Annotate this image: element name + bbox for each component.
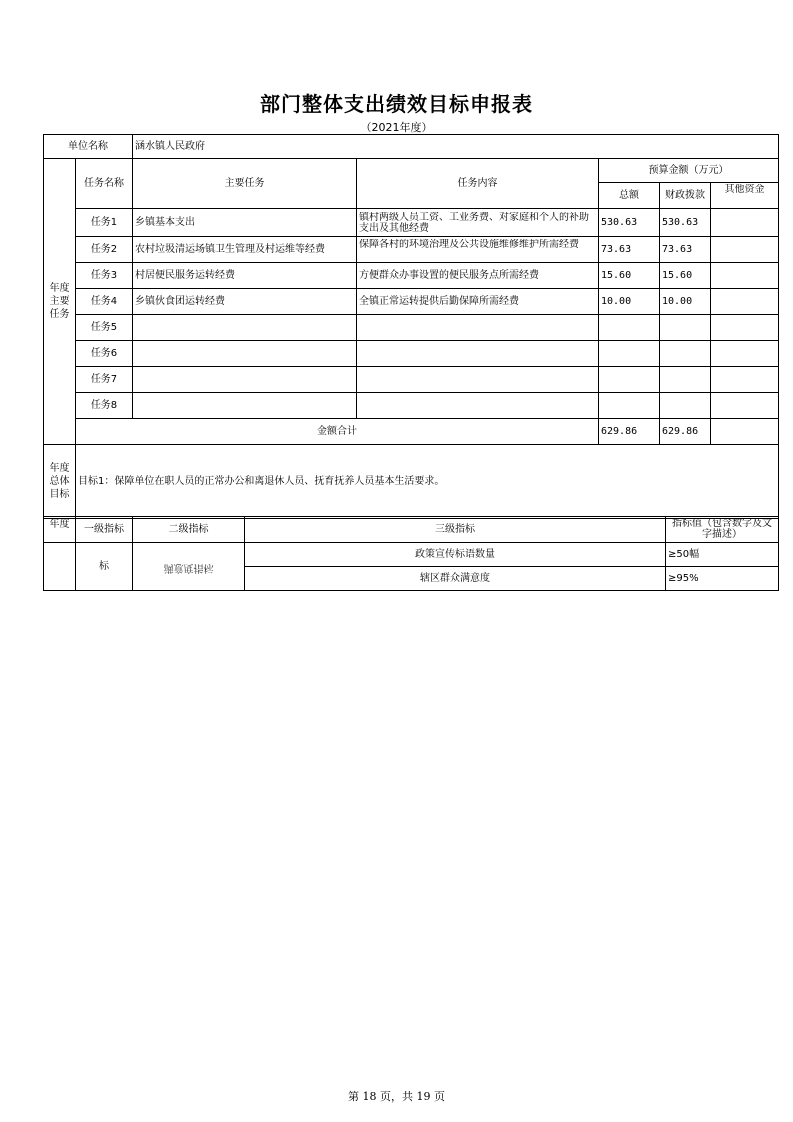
page-footer: 第 18 页，共 19 页 <box>348 1090 445 1103</box>
task-content: 镇村两级人员工资、工业务费、对家庭和个人的补助支出及其他经费 <box>357 209 599 237</box>
col-level1: 一级指标 <box>76 517 133 543</box>
col-level2: 二级指标 <box>133 517 245 543</box>
task-other <box>711 209 779 237</box>
page-year: （2021年度） <box>360 121 433 134</box>
level1-value: 标 <box>76 543 133 591</box>
task-content <box>357 367 599 393</box>
task-name: 任务7 <box>76 367 133 393</box>
task-main <box>133 315 357 341</box>
indicator-side-cell <box>44 543 76 591</box>
task-name: 任务4 <box>76 289 133 315</box>
task-name: 任务1 <box>76 209 133 237</box>
indicators-table <box>43 516 779 591</box>
col-indicator-value: 指标值（包含数字及文字描述） <box>666 517 779 543</box>
level3-value: 政策宣传标语数量 <box>245 543 666 567</box>
task-main: 乡镇伙食团运转经费 <box>133 289 357 315</box>
task-name: 任务2 <box>76 237 133 263</box>
task-fiscal: 73.63 <box>660 237 711 263</box>
task-content: 保障各村的环境治理及公共设施维修维护所需经费 <box>357 237 599 263</box>
task-name: 任务5 <box>76 315 133 341</box>
table-row <box>44 237 779 263</box>
table-row <box>44 393 779 419</box>
task-main <box>133 341 357 367</box>
task-name: 任务8 <box>76 393 133 419</box>
task-fiscal <box>660 393 711 419</box>
col-task-content: 任务内容 <box>357 159 599 209</box>
goal-side-label: 年度总体目标 <box>44 445 76 519</box>
col-total: 总额 <box>599 183 660 209</box>
indicator-side-label: 年度 <box>44 517 76 543</box>
task-total <box>599 367 660 393</box>
unit-name-value: 涵水镇人民政府 <box>133 135 779 159</box>
task-other <box>711 367 779 393</box>
unit-name-label: 单位名称 <box>44 135 133 159</box>
sum-row <box>44 419 779 445</box>
table-row <box>44 289 779 315</box>
tasks-table <box>43 134 779 519</box>
table-row <box>44 367 779 393</box>
task-name: 任务6 <box>76 341 133 367</box>
task-other <box>711 263 779 289</box>
task-other <box>711 315 779 341</box>
col-level3: 三级指标 <box>245 517 666 543</box>
task-other <box>711 341 779 367</box>
task-main <box>133 367 357 393</box>
task-main: 农村垃圾清运场镇卫生管理及村运维等经费 <box>133 237 357 263</box>
table-row <box>44 341 779 367</box>
indicator-value: ≥50幅 <box>666 543 779 567</box>
col-main-task: 主要任务 <box>133 159 357 209</box>
task-fiscal <box>660 341 711 367</box>
task-other <box>711 289 779 315</box>
task-total: 73.63 <box>599 237 660 263</box>
level3-value: 辖区群众满意度 <box>245 567 666 591</box>
task-content: 方便群众办事设置的便民服务点所需经费 <box>357 263 599 289</box>
task-content: 全镇正常运转提供后勤保障所需经费 <box>357 289 599 315</box>
task-name: 任务3 <box>76 263 133 289</box>
task-fiscal: 10.00 <box>660 289 711 315</box>
table-row <box>44 315 779 341</box>
page-title: 部门整体支出绩效目标申报表 <box>260 92 533 116</box>
task-fiscal <box>660 315 711 341</box>
level2-value: 满意度指标 <box>133 543 245 591</box>
col-other: 其他资金 <box>711 183 779 209</box>
indicator-value: ≥95% <box>666 567 779 591</box>
task-fiscal <box>660 367 711 393</box>
task-total <box>599 315 660 341</box>
tasks-side-label: 年度主要任务 <box>44 159 76 445</box>
task-main: 村居便民服务运转经费 <box>133 263 357 289</box>
task-content <box>357 315 599 341</box>
table-row <box>44 263 779 289</box>
table-row <box>44 209 779 237</box>
sum-other <box>711 419 779 445</box>
sum-total: 629.86 <box>599 419 660 445</box>
goal-text: 目标1：保障单位在职人员的正常办公和离退休人员、抚育抚养人员基本生活要求。 <box>76 445 779 519</box>
task-total: 15.60 <box>599 263 660 289</box>
task-main: 乡镇基本支出 <box>133 209 357 237</box>
task-content <box>357 341 599 367</box>
table-row <box>44 543 779 567</box>
col-budget: 预算金额（万元） <box>599 159 779 183</box>
col-task-name: 任务名称 <box>76 159 133 209</box>
task-other <box>711 237 779 263</box>
col-fiscal: 财政拨款 <box>660 183 711 209</box>
task-main <box>133 393 357 419</box>
task-total: 530.63 <box>599 209 660 237</box>
sum-fiscal: 629.86 <box>660 419 711 445</box>
sum-label: 金额合计 <box>76 419 599 445</box>
task-other <box>711 393 779 419</box>
task-content <box>357 393 599 419</box>
task-total <box>599 393 660 419</box>
task-fiscal: 15.60 <box>660 263 711 289</box>
task-total: 10.00 <box>599 289 660 315</box>
task-total <box>599 341 660 367</box>
task-fiscal: 530.63 <box>660 209 711 237</box>
